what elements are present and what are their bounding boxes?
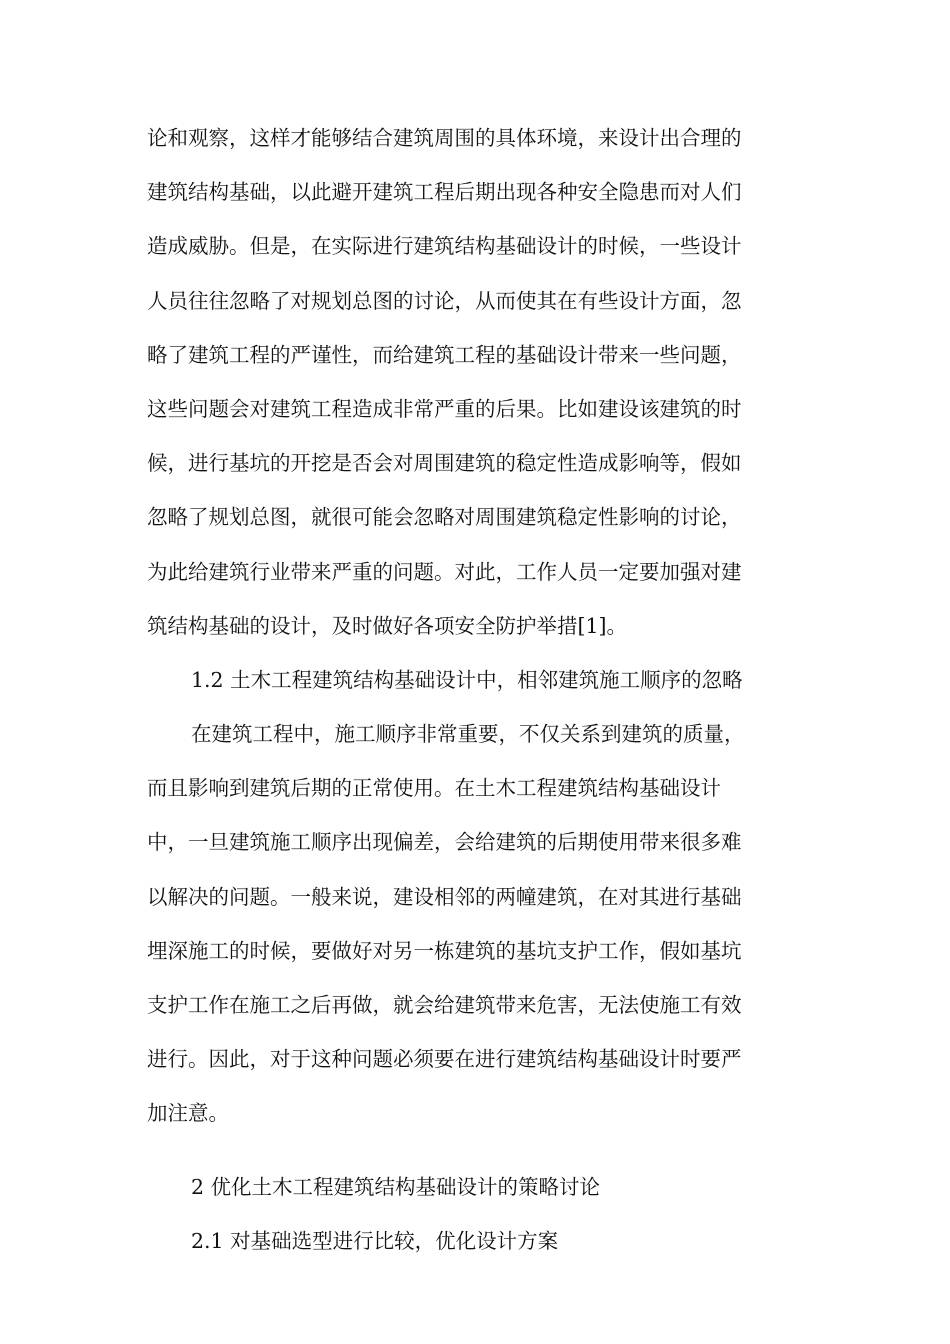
paragraph-line: 中，一旦建筑施工顺序出现偏差，会给建筑的后期使用带来很多难	[147, 830, 742, 855]
paragraph-line: 候，进行基坑的开挖是否会对周围建筑的稳定性造成影响等，假如	[147, 451, 742, 476]
paragraph-line: 进行。因此，对于这种问题必须要在进行建筑结构基础设计时要严	[147, 1047, 742, 1072]
section-heading-2-1: 2.1 对基础选型进行比较，优化设计方案	[191, 1228, 559, 1253]
paragraph-line: 忽略了规划总图，就很可能会忽略对周围建筑稳定性影响的讨论，	[147, 505, 742, 530]
paragraph-line: 建筑结构基础，以此避开建筑工程后期出现各种安全隐患而对人们	[147, 180, 742, 205]
paragraph-line: 筑结构基础的设计，及时做好各项安全防护举措[1]。	[147, 613, 628, 638]
section-heading-1-2: 1.2 土木工程建筑结构基础设计中，相邻建筑施工顺序的忽略	[191, 667, 743, 692]
paragraph-line: 论和观察，这样才能够结合建筑周围的具体环境，来设计出合理的	[147, 126, 742, 150]
paragraph-line: 以解决的问题。一般来说，建设相邻的两幢建筑，在对其进行基础	[147, 884, 742, 909]
paragraph-line: 在建筑工程中，施工顺序非常重要，不仅关系到建筑的质量，	[191, 722, 745, 747]
paragraph-line: 为此给建筑行业带来严重的问题。对此，工作人员一定要加强对建	[147, 559, 742, 584]
paragraph-line: 支护工作在施工之后再做，就会给建筑带来危害，无法使施工有效	[147, 993, 742, 1017]
section-heading-2: 2 优化土木工程建筑结构基础设计的策略讨论	[191, 1174, 601, 1199]
paragraph-line: 而且影响到建筑后期的正常使用。在土木工程建筑结构基础设计	[147, 776, 721, 801]
paragraph-line: 这些问题会对建筑工程造成非常严重的后果。比如建设该建筑的时	[147, 396, 742, 421]
paragraph-line: 埋深施工的时候，要做好对另一栋建筑的基坑支护工作，假如基坑	[147, 938, 742, 963]
paragraph-line: 造成威胁。但是，在实际进行建筑结构基础设计的时候，一些设计	[147, 234, 742, 259]
paragraph-gap	[147, 1146, 797, 1165]
document-page	[147, 116, 797, 1273]
paragraph-line: 略了建筑工程的严谨性，而给建筑工程的基础设计带来一些问题，	[147, 342, 742, 367]
paragraph-line: 加注意。	[147, 1101, 229, 1126]
paragraph-line: 人员往往忽略了对规划总图的讨论，从而使其在有些设计方面，忽	[147, 288, 742, 313]
